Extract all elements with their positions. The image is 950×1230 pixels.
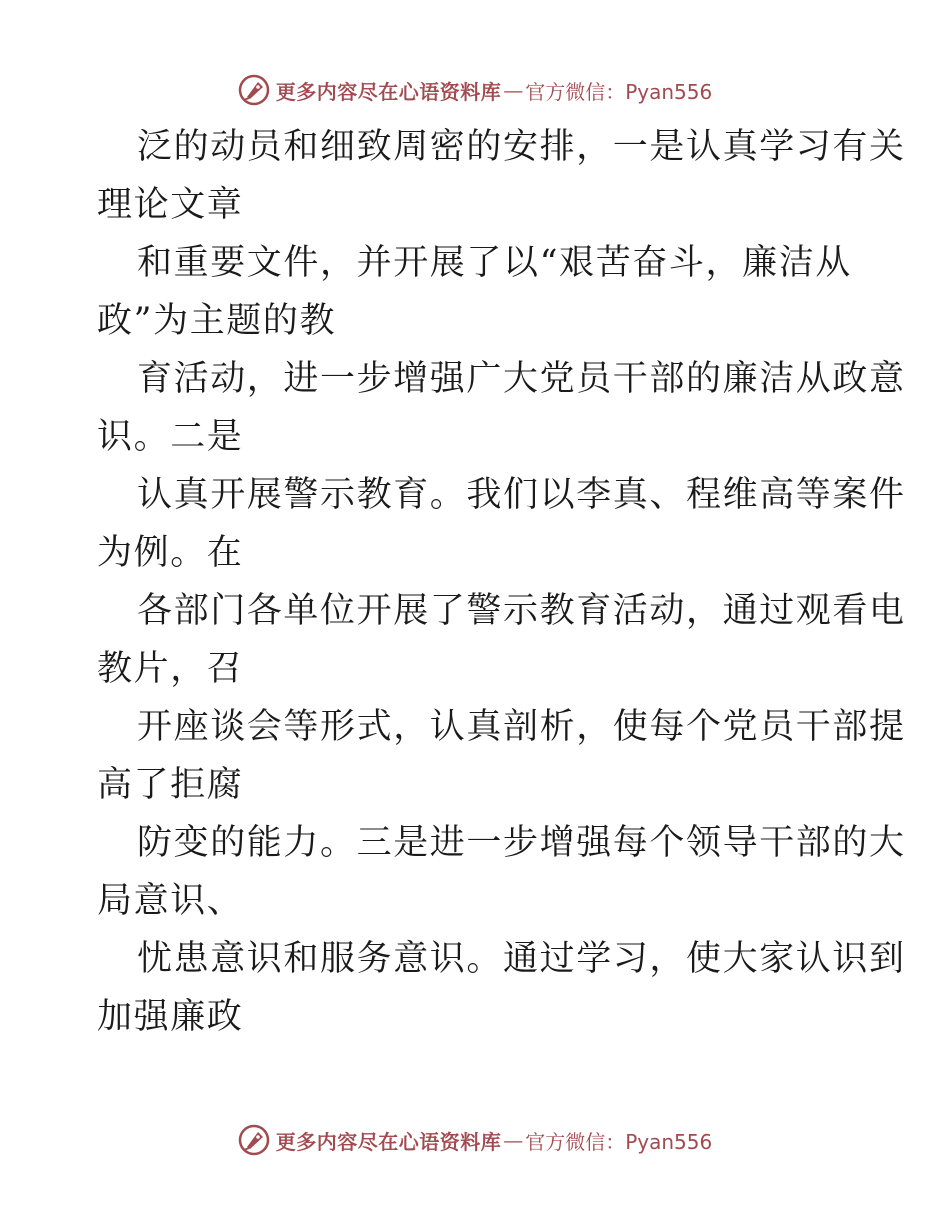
body-line: 泛的动员和细致周密的安排，一是认真学习有关 bbox=[137, 127, 906, 167]
body-line: 开座谈会等形式，认真剖析，使每个党员干部提 bbox=[137, 707, 906, 747]
body-line: 认真开展警示教育。我们以李真、程维高等案件 bbox=[137, 475, 906, 515]
footer-banner bbox=[0, 1120, 950, 1160]
banner-contact: 官方微信：Pyan556 bbox=[525, 79, 713, 104]
body-line: 理论文章 bbox=[97, 185, 244, 225]
body-line: 教片，召 bbox=[97, 649, 244, 689]
body-line: 政”为主题的教 bbox=[97, 301, 337, 341]
header-banner bbox=[0, 70, 950, 110]
pen-nib-logo-icon bbox=[238, 1124, 270, 1156]
body-line: 识。二是 bbox=[97, 417, 244, 457]
banner-contact: 官方微信：Pyan556 bbox=[525, 1129, 713, 1154]
banner-separator: — bbox=[503, 78, 524, 102]
body-line: 各部门各单位开展了警示教育活动，通过观看电 bbox=[137, 591, 906, 631]
body-line: 为例。在 bbox=[97, 533, 244, 573]
pen-nib-logo-icon bbox=[238, 74, 270, 106]
body-line: 高了拒腐 bbox=[97, 765, 244, 805]
body-line: 加强廉政 bbox=[97, 997, 244, 1037]
body-line: 育活动，进一步增强广大党员干部的廉洁从政意 bbox=[137, 359, 906, 399]
banner-title: 更多内容尽在心语资料库 bbox=[275, 1129, 502, 1154]
body-line: 局意识、 bbox=[97, 881, 244, 921]
banner-title: 更多内容尽在心语资料库 bbox=[275, 79, 502, 104]
document-body bbox=[97, 118, 906, 1046]
body-line: 防变的能力。三是进一步增强每个领导干部的大 bbox=[137, 823, 906, 863]
body-line: 和重要文件，并开展了以“艰苦奋斗，廉洁从 bbox=[137, 243, 852, 283]
body-line: 忧患意识和服务意识。通过学习，使大家认识到 bbox=[137, 939, 906, 979]
banner-separator: — bbox=[503, 1128, 524, 1152]
